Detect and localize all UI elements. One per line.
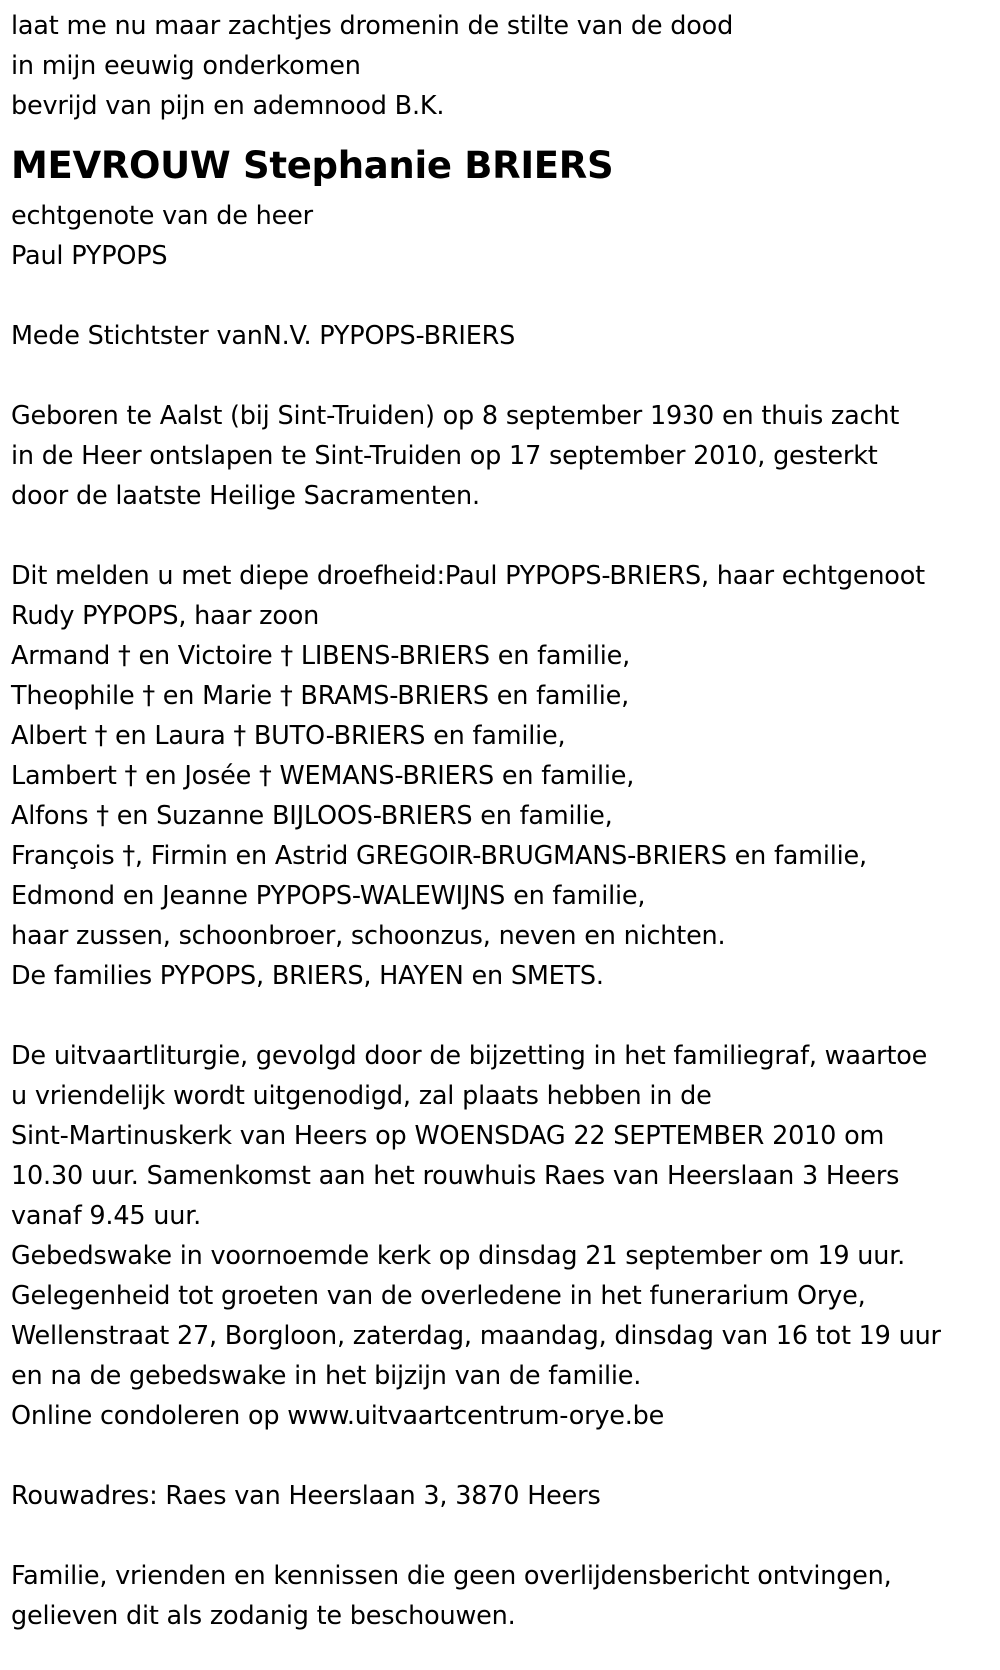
spacer bbox=[11, 516, 990, 556]
family-line: Alfons † en Suzanne BIJLOOS-BRIERS en familie, bbox=[11, 801, 613, 831]
ceremony-line: Gebedswake in voornoemde kerk op dinsdag 21 september om 19 uur. bbox=[11, 1241, 906, 1271]
ceremony-line: Sint-Martinuskerk van Heers op WOENSDAG 22 SEPTEMBER 2010 om bbox=[11, 1121, 885, 1151]
family-line: Rudy PYPOPS, haar zoon bbox=[11, 601, 320, 631]
closing-line: Familie, vrienden en kennissen die geen overlijdensbericht ontvingen, bbox=[11, 1561, 892, 1591]
closing-block bbox=[11, 1556, 990, 1636]
family-line: Dit melden u met diepe droefheid:Paul PYPOPS-BRIERS, haar echtgenoot bbox=[11, 561, 925, 591]
ceremony-line: vanaf 9.45 uur. bbox=[11, 1201, 202, 1231]
spacer bbox=[11, 996, 990, 1036]
poem-line: in mijn eeuwig onderkomen bbox=[11, 51, 361, 81]
poem-block bbox=[11, 6, 990, 126]
ceremony-line: en na de gebedswake in het bijzijn van de familie. bbox=[11, 1361, 642, 1391]
deceased-name: MEVROUW Stephanie BRIERS bbox=[11, 144, 614, 187]
ceremony-line: u vriendelijk wordt uitgenodigd, zal plaats hebben in de bbox=[11, 1081, 712, 1111]
birth-death-line: Geboren te Aalst (bij Sint-Truiden) op 8 september 1930 en thuis zacht bbox=[11, 401, 900, 431]
spacer bbox=[11, 1436, 990, 1476]
family-line: François †, Firmin en Astrid GREGOIR-BRUGMANS-BRIERS en familie, bbox=[11, 841, 867, 871]
family-line: Albert † en Laura † BUTO-BRIERS en familie, bbox=[11, 721, 566, 751]
condolence-website-line: Online condoleren op www.uitvaartcentrum-orye.be bbox=[11, 1401, 665, 1431]
birth-death-line: in de Heer ontslapen te Sint-Truiden op 17 september 2010, gesterkt bbox=[11, 441, 878, 471]
spacer bbox=[11, 276, 990, 316]
family-line: Lambert † en Josée † WEMANS-BRIERS en familie, bbox=[11, 761, 635, 791]
spouse-line: Paul PYPOPS bbox=[11, 241, 168, 271]
ceremony-line: 10.30 uur. Samenkomst aan het rouwhuis Raes van Heerslaan 3 Heers bbox=[11, 1161, 900, 1191]
ceremony-line: Wellenstraat 27, Borgloon, zaterdag, maandag, dinsdag van 16 tot 19 uur bbox=[11, 1321, 941, 1351]
birth-death-line: door de laatste Heilige Sacramenten. bbox=[11, 481, 480, 511]
poem-line: bevrijd van pijn en ademnood B.K. bbox=[11, 91, 445, 121]
family-line: De families PYPOPS, BRIERS, HAYEN en SMETS. bbox=[11, 961, 604, 991]
closing-line: gelieven dit als zodanig te beschouwen. bbox=[11, 1601, 516, 1631]
ceremony-line: De uitvaartliturgie, gevolgd door de bijzetting in het familiegraf, waartoe bbox=[11, 1041, 928, 1071]
poem-line: laat me nu maar zachtjes dromenin de stilte van de dood bbox=[11, 11, 734, 41]
spouse-block bbox=[11, 196, 990, 276]
spacer bbox=[11, 1516, 990, 1556]
ceremony-line: Gelegenheid tot groeten van de overledene in het funerarium Orye, bbox=[11, 1281, 866, 1311]
ceremony-block bbox=[11, 1036, 990, 1436]
spacer bbox=[11, 126, 990, 140]
spouse-line: echtgenote van de heer bbox=[11, 201, 313, 231]
family-line: haar zussen, schoonbroer, schoonzus, neven en nichten. bbox=[11, 921, 726, 951]
founder-line: Mede Stichtster vanN.V. PYPOPS-BRIERS bbox=[11, 321, 516, 351]
family-line: Armand † en Victoire † LIBENS-BRIERS en familie, bbox=[11, 641, 631, 671]
mourning-address: Rouwadres: Raes van Heerslaan 3, 3870 Heers bbox=[11, 1481, 601, 1511]
birth-death-block bbox=[11, 396, 990, 516]
spacer bbox=[11, 356, 990, 396]
family-line: Edmond en Jeanne PYPOPS-WALEWIJNS en familie, bbox=[11, 881, 646, 911]
family-line: Theophile † en Marie † BRAMS-BRIERS en familie, bbox=[11, 681, 630, 711]
family-block bbox=[11, 556, 990, 996]
